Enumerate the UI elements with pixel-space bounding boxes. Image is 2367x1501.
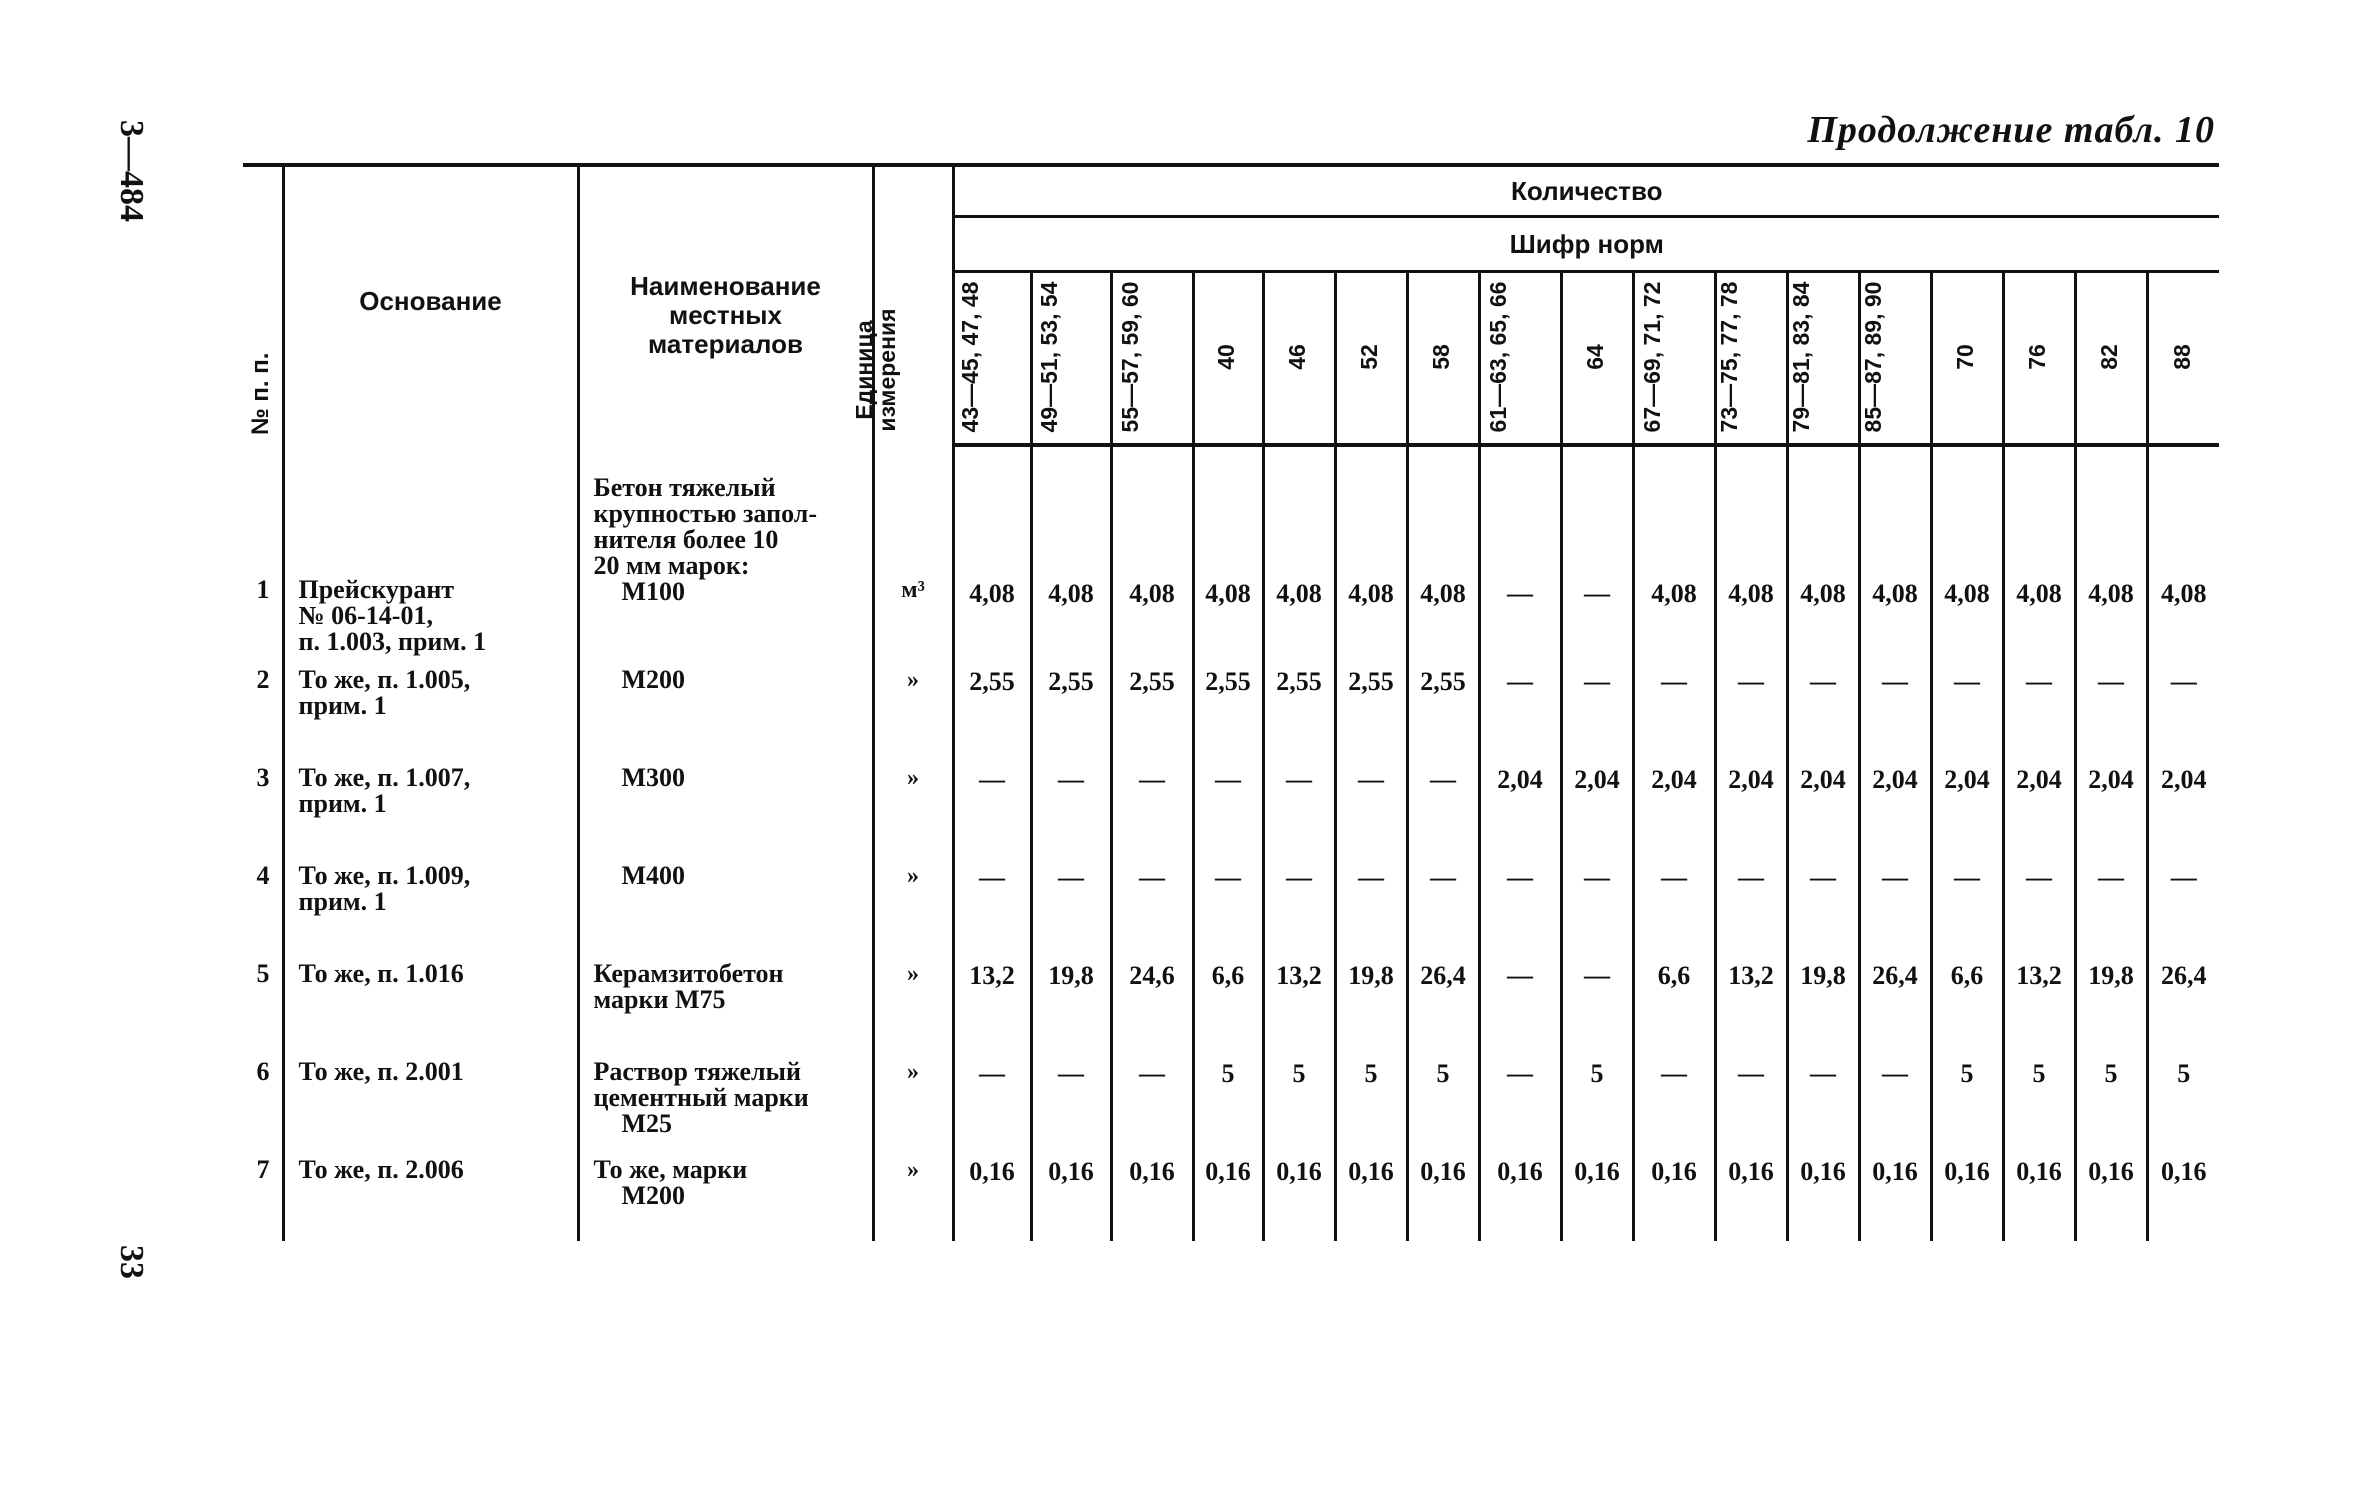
quantity-cell: 4,08 [1931,445,2003,655]
basis-line: То же, п. 1.009, [298,861,471,890]
row-number: 5 [256,959,270,988]
quantity-cell: — [2003,655,2075,753]
basis-line: Прейскурант [298,575,455,604]
cipher-code-header: 61—63, 65, 66 [1479,272,1561,446]
material-cell [578,753,873,851]
quantity-cell: 5 [1561,1047,1633,1145]
material-cell [578,655,873,753]
quantity-cell: — [1561,655,1633,753]
quantity-cell: 6,6 [1193,949,1263,1047]
quantity-cell: 0,16 [1479,1145,1561,1241]
basis-cell [283,949,578,1047]
quantity-cell: 2,55 [1335,655,1407,753]
quantity-cell: — [1111,851,1193,949]
quantity-cell: — [1561,445,1633,655]
quantity-cell: 13,2 [1263,949,1335,1047]
basis-line: прим. 1 [298,691,387,720]
quantity-cell: 0,16 [2075,1145,2147,1241]
unit-cell: » [873,1047,953,1145]
quantity-cell: — [1479,1047,1561,1145]
quantity-cell: 6,6 [1633,949,1715,1047]
quantity-cell: — [1931,655,2003,753]
quantity-cell: 2,55 [953,655,1031,753]
material-line: М200 [621,665,686,694]
row-number: 6 [256,1057,270,1086]
quantity-cell: 0,16 [1633,1145,1715,1241]
material-line: нителя более 10 [593,525,779,554]
quantity-cell: — [1031,851,1111,949]
quantity-cell: — [1561,949,1633,1047]
quantity-cell: 2,04 [1859,753,1931,851]
cipher-code-header: 76 [2003,272,2075,446]
quantity-cell: 2,04 [1931,753,2003,851]
unit-cell: » [873,1145,953,1241]
quantity-cell: 0,16 [1031,1145,1111,1241]
cipher-code-header: 79—81, 83, 84 [1787,272,1859,446]
quantity-cell: 2,04 [1561,753,1633,851]
quantity-cell: — [1633,851,1715,949]
row-number: 7 [256,1155,270,1184]
material-cell [578,851,873,949]
quantity-cell: — [2003,851,2075,949]
table-caption: Продолжение табл. 10 [1807,109,2215,151]
quantity-cell: — [1787,851,1859,949]
basis-cell [283,445,578,655]
row-number: 3 [256,763,270,792]
quantity-cell: 2,04 [2003,753,2075,851]
unit-cell: » [873,753,953,851]
basis-line: № 06-14-01, [298,601,433,630]
quantity-cell: 0,16 [2003,1145,2075,1241]
quantity-cell: — [1787,1047,1859,1145]
quantity-cell: — [1859,851,1931,949]
material-line: Бетон тяжелый [593,473,776,502]
material-cell [578,949,873,1047]
table-row [243,1145,2219,1241]
header-material: Наименование местных материалов [578,165,873,445]
header-cipher: Шифр норм [953,217,2219,272]
material-line: марки М75 [593,985,726,1014]
cipher-code-header: 40 [1193,272,1263,446]
cipher-code-header: 70 [1931,272,2003,446]
basis-cell [283,851,578,949]
quantity-cell: 2,04 [2075,753,2147,851]
quantity-cell: 13,2 [953,949,1031,1047]
quantity-cell: 0,16 [1335,1145,1407,1241]
quantity-cell: 13,2 [1715,949,1787,1047]
quantity-cell: 4,08 [1111,445,1193,655]
quantity-cell: — [1633,655,1715,753]
table-row [243,949,2219,1047]
basis-cell [283,655,578,753]
basis-line: прим. 1 [298,789,387,818]
quantity-cell: — [1263,851,1335,949]
basis-line: прим. 1 [298,887,387,916]
quantity-cell: 4,08 [1193,445,1263,655]
quantity-cell: — [953,1047,1031,1145]
quantity-cell: 0,16 [1407,1145,1479,1241]
header-no: № п. п. [243,165,283,445]
quantity-cell: 0,16 [953,1145,1031,1241]
cipher-code-header: 49—51, 53, 54 [1031,272,1111,446]
quantity-cell: — [1193,851,1263,949]
quantity-cell: — [1479,445,1561,655]
quantity-cell: — [1715,851,1787,949]
quantity-cell: — [953,851,1031,949]
basis-cell [283,1145,578,1241]
material-line: М300 [621,763,686,792]
quantity-cell: — [1633,1047,1715,1145]
material-line: М25 [621,1109,673,1138]
quantity-cell: 2,55 [1031,655,1111,753]
table-row [243,655,2219,753]
quantity-cell: 4,08 [1407,445,1479,655]
quantity-cell: 19,8 [1335,949,1407,1047]
material-line: 20 мм марок: [593,551,750,580]
material-line: Раствор тяжелый [593,1057,801,1086]
basis-line: То же, п. 1.007, [298,763,471,792]
quantity-cell: — [1931,851,2003,949]
quantity-cell: — [1193,753,1263,851]
quantity-cell: — [1859,1047,1931,1145]
quantity-cell: 26,4 [2147,949,2219,1047]
quantity-cell: — [1407,753,1479,851]
quantity-cell: — [1787,655,1859,753]
unit-cell: » [873,851,953,949]
cipher-code-header: 88 [2147,272,2219,446]
quantity-cell: 5 [2147,1047,2219,1145]
cipher-code-header: 85—87, 89, 90 [1859,272,1931,446]
material-cell [578,1145,873,1241]
quantity-cell: 2,04 [1633,753,1715,851]
cipher-code-header: 58 [1407,272,1479,446]
basis-line: То же, п. 2.001 [298,1057,464,1086]
quantity-cell: 0,16 [2147,1145,2219,1241]
quantity-cell: — [1111,753,1193,851]
quantity-cell: — [1479,851,1561,949]
basis-cell [283,1047,578,1145]
material-line: М200 [621,1181,686,1210]
quantity-cell: — [1263,753,1335,851]
quantity-cell: 4,08 [1031,445,1111,655]
material-cell [578,1047,873,1145]
basis-line: п. 1.003, прим. 1 [298,627,487,656]
quantity-cell: 4,08 [1715,445,1787,655]
quantity-cell: 5 [1263,1047,1335,1145]
header-basis: Основание [283,165,578,445]
header-quantity: Количество [953,165,2219,217]
unit-cell: м³ [873,445,953,655]
quantity-cell: 4,08 [2003,445,2075,655]
quantity-cell: 4,08 [2075,445,2147,655]
quantity-cell: 19,8 [2075,949,2147,1047]
quantity-cell: 19,8 [1031,949,1111,1047]
quantity-cell: — [2147,851,2219,949]
cipher-code-header: 46 [1263,272,1335,446]
quantity-cell: — [953,753,1031,851]
quantity-cell: — [1715,655,1787,753]
quantity-cell: 2,04 [1787,753,1859,851]
quantity-cell: 4,08 [1859,445,1931,655]
cipher-code-header: 55—57, 59, 60 [1111,272,1193,446]
quantity-cell: 5 [1193,1047,1263,1145]
norms-table [243,163,2215,1241]
table-row [243,445,2219,655]
quantity-cell: 4,08 [953,445,1031,655]
quantity-cell: 0,16 [1787,1145,1859,1241]
table-row [243,851,2219,949]
unit-cell: » [873,655,953,753]
quantity-cell: — [1031,753,1111,851]
quantity-cell: 0,16 [1193,1145,1263,1241]
basis-line: То же, п. 2.006 [298,1155,464,1184]
quantity-cell: 2,55 [1407,655,1479,753]
quantity-cell: — [1335,851,1407,949]
quantity-cell: — [1111,1047,1193,1145]
quantity-cell: 26,4 [1407,949,1479,1047]
material-line: цементный марки [593,1083,809,1112]
material-line: М100 [621,577,686,606]
material-line: Керамзитобетон [593,959,784,988]
quantity-cell: — [2147,655,2219,753]
row-number: 2 [256,665,270,694]
quantity-cell: 24,6 [1111,949,1193,1047]
quantity-cell: 5 [1407,1047,1479,1145]
quantity-cell: 2,04 [1715,753,1787,851]
material-cell [578,445,873,655]
quantity-cell: 5 [1335,1047,1407,1145]
quantity-cell: 2,55 [1263,655,1335,753]
material-line: М400 [621,861,686,890]
quantity-cell: 4,08 [1633,445,1715,655]
quantity-cell: — [1479,655,1561,753]
quantity-cell: 0,16 [1561,1145,1633,1241]
basis-cell [283,753,578,851]
quantity-cell: 5 [2075,1047,2147,1145]
quantity-cell: 4,08 [1263,445,1335,655]
quantity-cell: — [1335,753,1407,851]
quantity-cell: 19,8 [1787,949,1859,1047]
quantity-cell: 2,55 [1111,655,1193,753]
material-line: крупностью запол- [593,499,817,528]
quantity-cell: 2,04 [1479,753,1561,851]
basis-line: То же, п. 1.005, [298,665,471,694]
quantity-cell: — [1561,851,1633,949]
quantity-cell: 0,16 [1111,1145,1193,1241]
quantity-cell: 4,08 [1335,445,1407,655]
quantity-cell: 6,6 [1931,949,2003,1047]
cipher-code-header: 52 [1335,272,1407,446]
row-number: 1 [256,575,270,604]
quantity-cell: — [2075,655,2147,753]
quantity-cell: — [1407,851,1479,949]
quantity-cell: — [1479,949,1561,1047]
quantity-cell: 5 [2003,1047,2075,1145]
cipher-code-header: 82 [2075,272,2147,446]
quantity-cell: 4,08 [2147,445,2219,655]
unit-cell: » [873,949,953,1047]
table-row [243,753,2219,851]
header-unit: Единица измерения [873,165,953,445]
quantity-cell: 2,04 [2147,753,2219,851]
quantity-cell: — [2075,851,2147,949]
quantity-cell: 0,16 [1263,1145,1335,1241]
basis-line: То же, п. 1.016 [298,959,464,988]
cipher-code-header: 43—45, 47, 48 [953,272,1031,446]
table-row [243,1047,2219,1145]
page-number: 33 [113,1245,150,1279]
cipher-code-header: 67—69, 71, 72 [1633,272,1715,446]
quantity-cell: 5 [1931,1047,2003,1145]
cipher-code-header: 73—75, 77, 78 [1715,272,1787,446]
quantity-cell: 13,2 [2003,949,2075,1047]
page-side-number: 3—484 [113,120,150,222]
quantity-cell: 0,16 [1859,1145,1931,1241]
cipher-code-header: 64 [1561,272,1633,446]
quantity-cell: — [1715,1047,1787,1145]
quantity-cell: 0,16 [1931,1145,2003,1241]
quantity-cell: 26,4 [1859,949,1931,1047]
material-line: То же, марки [593,1155,748,1184]
quantity-cell: 2,55 [1193,655,1263,753]
quantity-cell: 0,16 [1715,1145,1787,1241]
quantity-cell: — [1859,655,1931,753]
quantity-cell: 4,08 [1787,445,1859,655]
row-number: 4 [256,861,270,890]
quantity-cell: — [1031,1047,1111,1145]
